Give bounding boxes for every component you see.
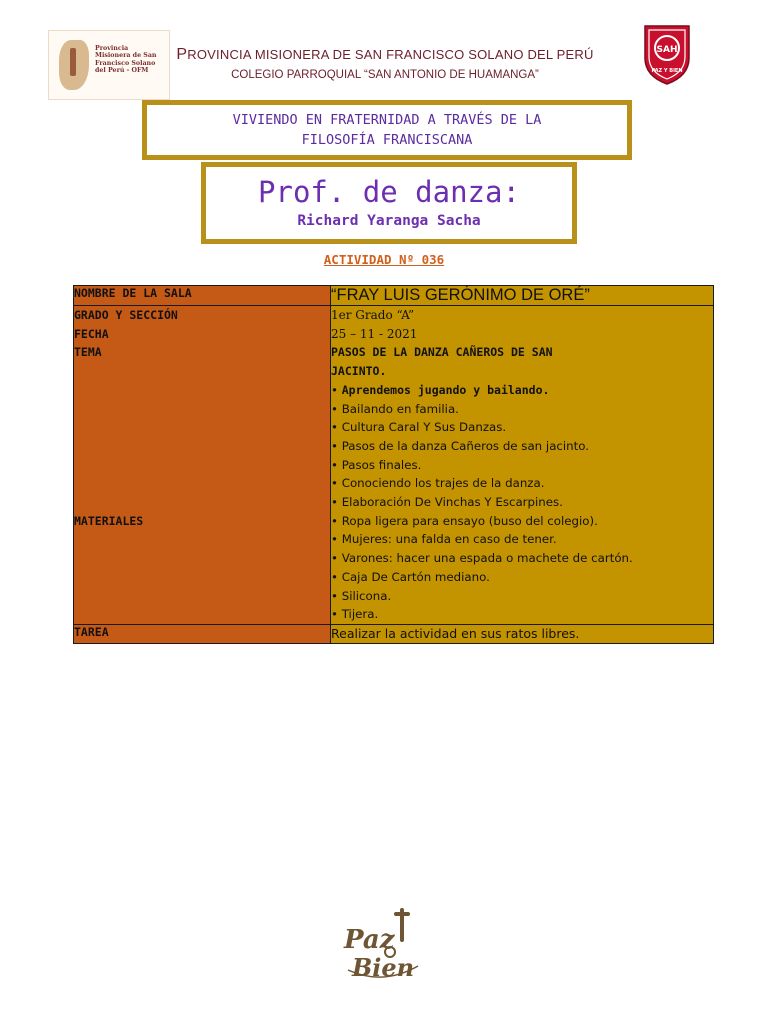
list-item-text: Conociendo los trajes de la danza. — [341, 476, 545, 491]
list-item: • Varones: hacer una espada o machete de cartón. — [331, 551, 633, 566]
table-row — [74, 286, 714, 306]
logo-text-line: del Perú - OFM — [95, 67, 149, 75]
shield-motto: PAZ Y BIEN — [651, 68, 683, 74]
list-item: • Cultura Caral Y Sus Danzas. — [331, 420, 507, 435]
sala-value: “FRAY LUIS GERÓNIMO DE ORÉ” — [331, 286, 590, 304]
table-row — [74, 624, 714, 643]
activity-number — [0, 252, 768, 267]
list-item: • Aprendemos jugando y bailando. — [331, 382, 550, 397]
activity-number-text: ACTIVIDAD Nº 036 — [323, 252, 445, 267]
tarea-value-cell — [331, 624, 714, 643]
tarea-label: TAREA — [74, 624, 331, 643]
values-cell — [331, 306, 714, 625]
fecha-value: 25 – 11 - 2021 — [331, 326, 418, 341]
peru-map-icon — [59, 40, 89, 90]
teacher-name: Richard Yaranga Sacha — [297, 213, 481, 229]
list-item-text: Bailando en familia. — [341, 401, 459, 416]
list-item-text: Ropa ligera para ensayo (buso del colegio). — [341, 513, 598, 528]
materiales-label: MATERIALES — [74, 513, 144, 528]
labels-cell — [74, 306, 331, 625]
teacher-box — [201, 162, 577, 244]
shield-letters: SAH — [656, 45, 678, 55]
list-item-text: Elaboración De Vinchas Y Escarpines. — [341, 495, 563, 510]
list-item-text: Mujeres: una falda en caso de tener. — [341, 532, 557, 547]
tema-label: TEMA — [74, 345, 102, 360]
list-item-text: Tijera. — [341, 607, 379, 622]
logo-text-line: Misionera de San — [95, 52, 157, 60]
list-item: • Caja De Cartón mediano. — [331, 569, 490, 584]
logo-word-bien: Bien — [352, 953, 415, 982]
province-logo — [48, 30, 170, 100]
activity-table — [73, 285, 714, 644]
school-header — [170, 46, 600, 81]
list-item: • Mujeres: una falda en caso de tener. — [331, 532, 557, 547]
list-item: • Tijera. — [331, 607, 379, 622]
list-item: • Ropa ligera para ensayo (buso del colegio). — [331, 513, 598, 528]
list-item-text: Aprendemos jugando y bailando. — [341, 382, 550, 397]
list-item: • Elaboración De Vinchas Y Escarpines. — [331, 495, 563, 510]
motto-box — [142, 100, 632, 160]
province-name — [170, 46, 600, 64]
fecha-label: FECHA — [74, 326, 109, 341]
school-name: COLEGIO PARROQUIAL “SAN ANTONIO DE HUAMANGA” — [231, 69, 539, 81]
logo-text-line: Provincia — [95, 45, 129, 52]
sala-value-cell — [331, 286, 714, 306]
list-item: • Silicona. — [331, 588, 392, 603]
list-item-text: Varones: hacer una espada o machete de cartón. — [341, 551, 633, 566]
province-name-rest: ROVINCIA MISIONERA DE SAN FRANCISCO SOLANO DEL PERÚ — [187, 47, 594, 62]
list-item-text: Pasos de la danza Cañeros de san jacinto. — [341, 438, 590, 453]
motto-line: FILOSOFÍA FRANCISCANA — [301, 132, 473, 148]
province-logo-text — [95, 45, 167, 75]
list-item-text: Cultura Caral Y Sus Danzas. — [341, 420, 507, 435]
motto-line: VIVIENDO EN FRATERNIDAD A TRAVÉS DE LA — [232, 112, 542, 128]
label-spacer — [74, 362, 330, 512]
teacher-title: Prof. de danza: — [258, 175, 520, 209]
list-item: • Conociendo los trajes de la danza. — [331, 476, 545, 491]
list-item: • Pasos de la danza Cañeros de san jacinto. — [331, 438, 590, 453]
school-shield-icon — [643, 24, 691, 86]
logo-text-line: Francisco Solano — [95, 59, 156, 67]
table-row — [74, 306, 714, 625]
list-item-text: Caja De Cartón mediano. — [341, 569, 490, 584]
logo-word-paz: Paz — [344, 925, 395, 955]
label-spacer — [74, 530, 330, 624]
tarea-value: Realizar la actividad en sus ratos libres. — [331, 625, 580, 641]
grado-label: GRADO Y SECCIÓN — [74, 308, 178, 322]
sala-label: NOMBRE DE LA SALA — [74, 286, 331, 306]
paz-y-bien-logo-icon — [338, 906, 428, 988]
list-item: • Pasos finales. — [331, 457, 422, 472]
tema-value: JACINTO. — [331, 364, 387, 379]
list-item: • Bailando en familia. — [331, 401, 459, 416]
province-name-initial: P — [176, 46, 188, 63]
grado-value: 1er Grado “A” — [331, 308, 415, 322]
list-item-text: Pasos finales. — [341, 457, 422, 472]
tema-value: PASOS DE LA DANZA CAÑEROS DE SAN — [331, 345, 553, 360]
list-item-text: Silicona. — [341, 588, 392, 603]
